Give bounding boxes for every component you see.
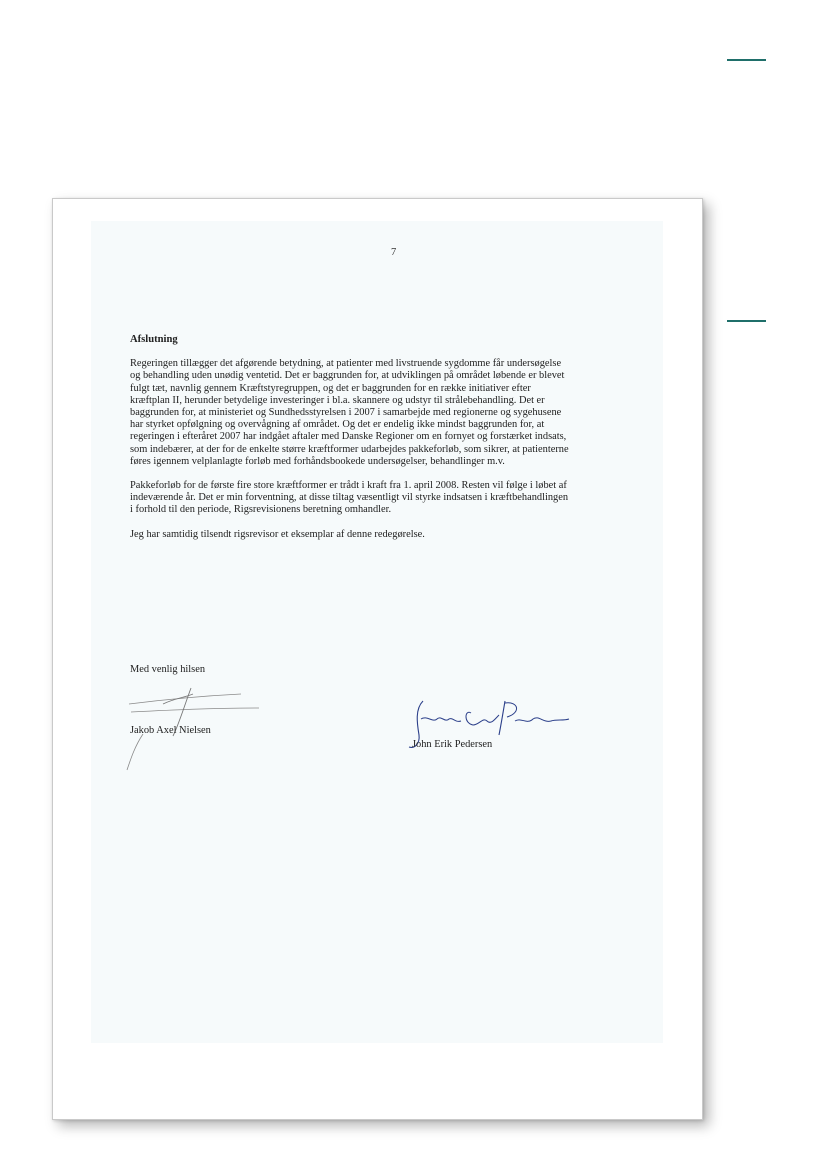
paragraph-3: Jeg har samtidig tilsendt rigsrevisor et eksemplar af denne redegørelse.	[130, 528, 425, 540]
accent-line-top	[727, 59, 766, 61]
signatory-name-left: Jakob Axel Nielsen	[130, 725, 211, 736]
closing-greeting: Med venlig hilsen	[130, 664, 206, 675]
accent-line-middle	[727, 320, 766, 322]
page-number: 7	[391, 247, 397, 258]
document-page	[52, 198, 703, 1120]
section-heading: Afslutning	[130, 334, 178, 345]
paragraph-1: Regeringen tillægger det afgørende betydning, at patienter med livstruende sygdomme får undersøgelse og behandling uden unødig ventetid. Det er baggrunden for, at udviklingen på området løbende er blevet fulgt tæt, navnlig gennem Kræftstyregruppen, og det er baggrunden for en række initiativer efter kræftplan II, herunder betydelige investeringer i bl.a. skannere og udstyr til strålebehandling. Det er baggrunden for, at ministeriet og Sundhedsstyrelsen i 2007 i samarbejde med regionerne og sygehusene har styrket opfølgning og overvågning af området. Og det er endelig ikke mindst baggrunden for, at regeringen i efteråret 2007 har indgået aftaler med Danske Regioner om en fornyet og forstærket indsats, som indebærer, at der for de enkelte større kræftformer udarbejdes pakkeforløb, som sikrer, at patienterne føres igennem velplanlagte forløb med forhåndsbookede undersøgelser, behandlinger m.v.	[130, 358, 569, 467]
paragraph-2: Pakkeforløb for de første fire store kræftformer er trådt i kraft fra 1. april 2008. Resten vil følge i løbet af indeværende år. Det er min forventning, at disse tiltag væsentligt vil styrke indsatsen i kræftbehandlingen i forhold til den periode, Rigsrevisionens beretning omhandler.	[130, 480, 569, 516]
signatory-name-right: John Erik Pedersen	[412, 739, 493, 750]
scanned-letter	[91, 221, 663, 1043]
letter-body	[130, 334, 570, 553]
